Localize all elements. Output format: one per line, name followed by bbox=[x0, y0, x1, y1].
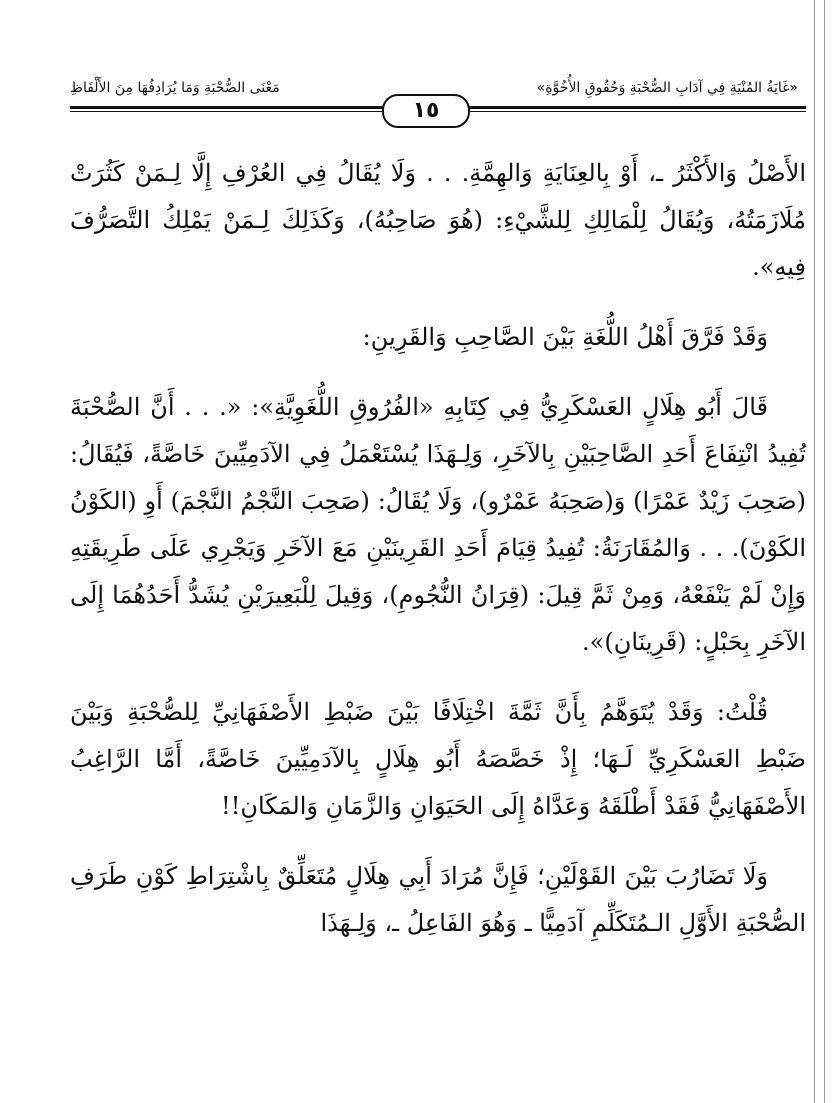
paragraph: وَلَا تَضَارُبَ بَيْنَ القَوْلَيْنِ؛ فَإِنَّ مُرَادَ أَبِي هِلَالٍ مُتَعَلِّقٌ بِاشْتِرَاطِ كَوْنِ طَرَفِ الصُّحْبَةِ الأَوَّلِ الـمُتَكَلِّمِ آدَمِيًّا ـ وَهُوَ الفَاعِلُ ـ، وَلِـهَذَا bbox=[70, 862, 806, 937]
paragraph: قُلْتُ: وَقَدْ يُتَوَهَّمُ بِأَنَّ ثَمَّةَ اخْتِلَافًا بَيْنَ ضَبْطِ الأَصْفَهَانِيِّ لِلصُّحْبَةِ وَبَيْنَ ضَبْطِ العَسْكَرِيِّ لَـهَا؛ إِذْ خَصَّصَهُ أَبُو هِلَالٍ بِالآدَمِيِّينَ خَاصَّةً، أَمَّا الرَّاغِبُ الأَصْفَهَانِيُّ فَقَدْ أَطْلَقَهُ وَعَدَّاهُ إِلَى الحَيَوَانِ وَالزَّمَانِ وَالمَكَانِ!! bbox=[70, 698, 807, 820]
page-body bbox=[70, 150, 806, 970]
page-edge-line bbox=[824, 0, 825, 1103]
paragraph: الأَصْلُ وَالأَكْثَرُ ـ، أَوْ بِالعِنَايَةِ وَالهِمَّةِ. . . وَلَا يُقَالُ فِي العُرْفِ إِلَّا لِـمَنْ كَثُرَتْ مُلَازَمَتُهُ، وَيُقَالُ لِلْمَالِكِ لِلشَّيْءِ: (هُوَ صَاحِبُهُ)، وَكَذَلِكَ لِـمَنْ يَمْلِكُ التَّصَرُّفَ فِيهِ». bbox=[70, 159, 806, 281]
page-number: ١٥ bbox=[382, 94, 470, 128]
chapter-title-header: مَعْنَى الصُّحْبَةِ وَمَا يُرَادِفُهَا مِنَ الأَلْفَاظِ bbox=[70, 80, 280, 96]
page-edge-line bbox=[814, 0, 815, 1103]
paragraph: وَقَدْ فَرَّقَ أَهْلُ اللُّغَةِ بَيْنَ الصَّاحِبِ وَالقَرِينِ: bbox=[362, 323, 768, 351]
paragraph: قَالَ أَبُو هِلَالٍ العَسْكَرِيُّ فِي كِتَابِهِ «الفُرُوقِ اللُّغَوِيَّةِ»: «. . . أَنَّ الصُّحْبَةَ تُفِيدُ انْتِفَاعَ أَحَدِ الصَّاحِبَيْنِ بِالآخَرِ، وَلِـهَذَا يُسْتَعْمَلُ فِي الآدَمِيِّينَ خَاصَّةً، فَيُقَالُ: (صَحِبَ زَيْدٌ عَمْرًا) وَ(صَحِبَهُ عَمْرٌو)، وَلَا يُقَالُ: (صَحِبَ النَّجْمُ النَّجْمَ) أَوِ (الكَوْنُ الكَوْنَ). . . وَالمُقَارَنَةُ: تُفِيدُ قِيَامَ أَحَدِ القَرِينَيْنِ مَعَ الآخَرِ وَيَجْرِي عَلَى طَرِيقَتِهِ وَإِنْ لَمْ يَنْفَعْهُ، وَمِنْ ثَمَّ قِيلَ: (قِرَانُ النُّجُومِ)، وَقِيلَ لِلْبَعِيرَيْنِ يُشَدُّ أَحَدُهُمَا إِلَى الآخَرِ بِحَبْلٍ: (قَرِينَانِ)». bbox=[70, 393, 806, 656]
book-title-header: «غَايَةُ المُنْيَةِ فِي آدَابِ الصُّحْبَةِ وَحُقُوقِ الأُخُوَّةِ» bbox=[536, 80, 798, 96]
